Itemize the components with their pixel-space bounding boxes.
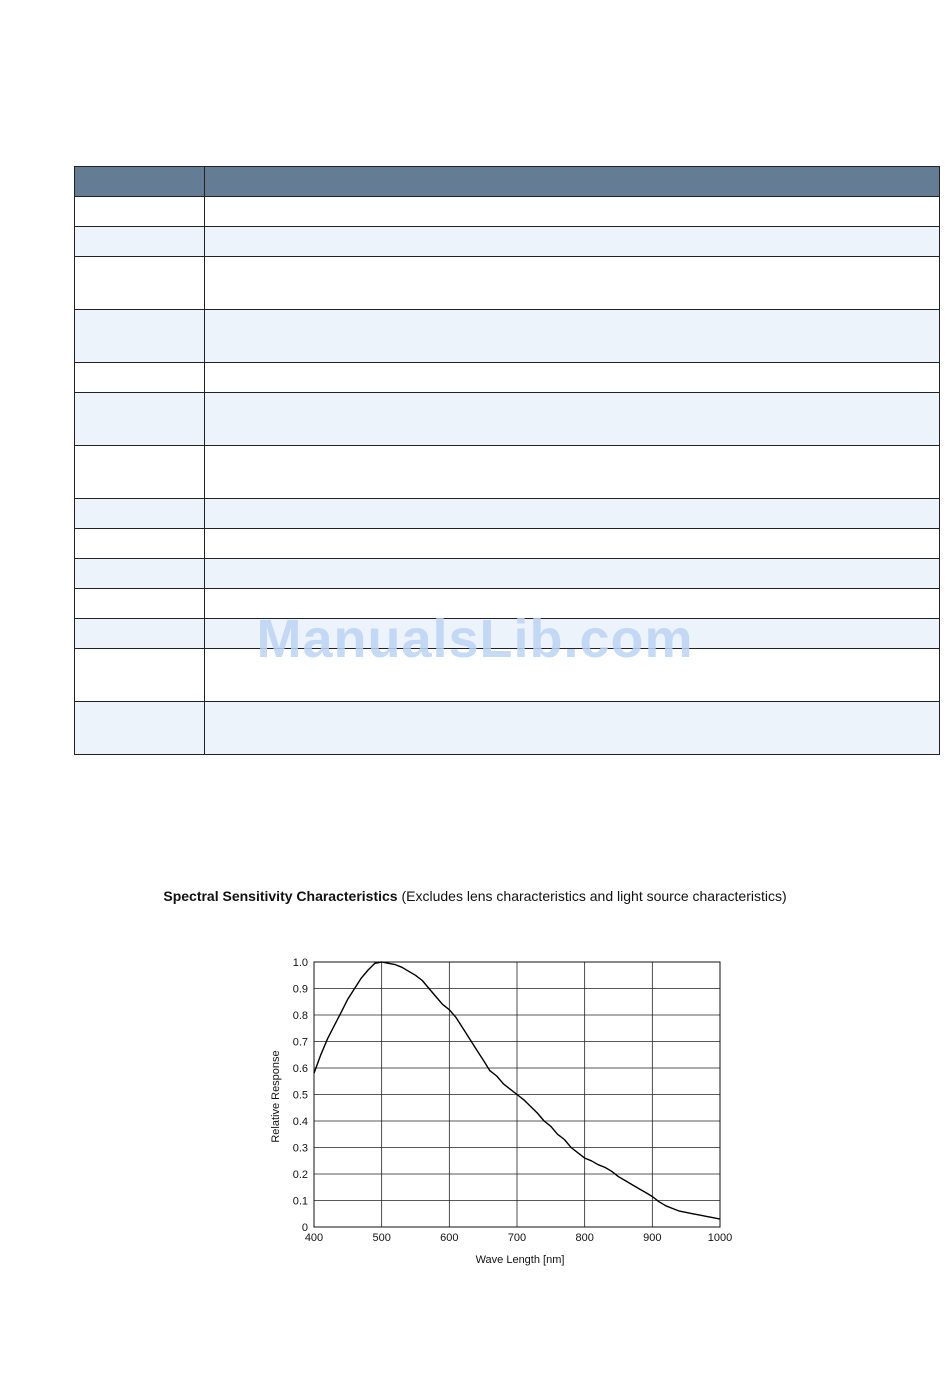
x-tick-label: 600 — [440, 1232, 459, 1244]
y-tick-label: 0.1 — [292, 1195, 308, 1208]
x-tick-label: 1000 — [707, 1232, 733, 1244]
y-axis-label: Relative Response — [270, 1050, 282, 1143]
y-tick-label: 0.4 — [292, 1116, 308, 1128]
y-tick-label: 0 — [301, 1222, 308, 1234]
x-tick-label: 500 — [372, 1232, 391, 1244]
y-tick-label: 0.8 — [292, 1010, 308, 1022]
y-tick-label: 0.7 — [292, 1036, 308, 1049]
y-tick-label: 0.2 — [292, 1169, 308, 1181]
y-tick-label: 0.9 — [292, 983, 308, 996]
y-tick-label: 0.6 — [292, 1063, 308, 1075]
x-tick-label: 700 — [507, 1232, 527, 1244]
x-axis-label: Wave Length [nm] — [475, 1254, 565, 1266]
y-tick-label: 0.3 — [292, 1142, 308, 1155]
caption-note: (Excludes lens characteristics and light source characteristics) — [401, 888, 787, 904]
y-tick-label: 1.0 — [292, 957, 308, 969]
caption-title: Spectral Sensitivity Characteristics — [163, 888, 398, 904]
watermark: ManualsLib.com — [256, 609, 694, 669]
x-tick-label: 900 — [643, 1232, 662, 1244]
y-tick-label: 0.5 — [292, 1089, 308, 1102]
x-tick-label: 800 — [575, 1232, 594, 1244]
x-tick-label: 400 — [304, 1232, 324, 1244]
